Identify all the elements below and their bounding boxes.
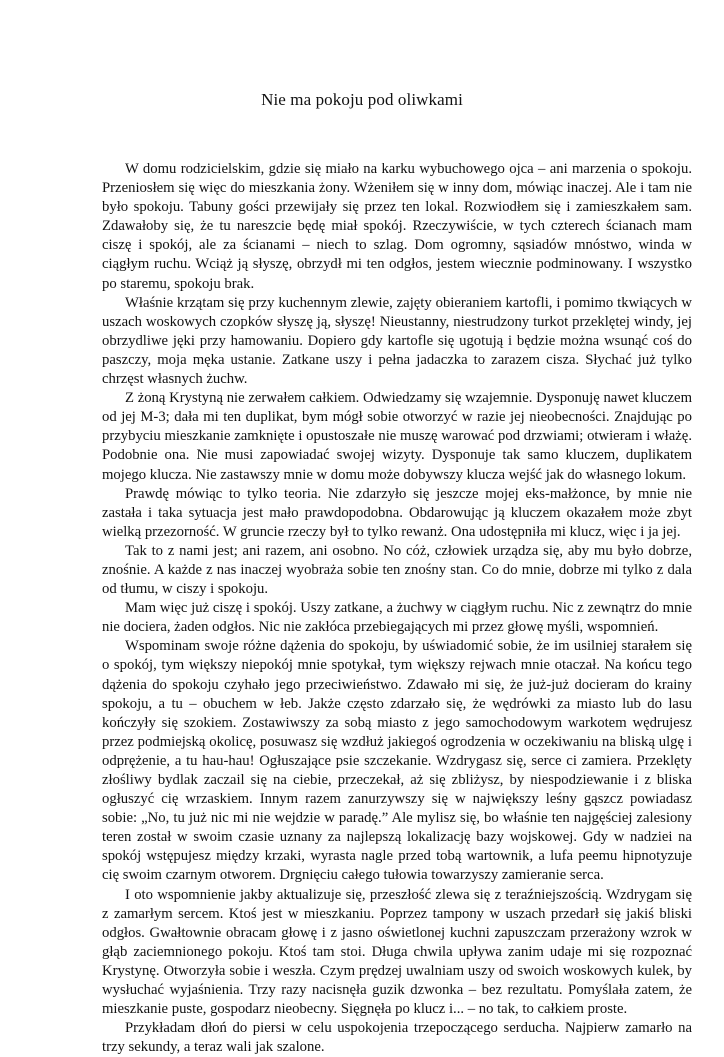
document-body bbox=[102, 160, 692, 1057]
paragraph: Tak to z nami jest; ani razem, ani osobno. No cóż, człowiek urządza się, aby mu było dobrze, znośnie. A każde z nas inaczej wyobraża sobie ten znośny stan. Co do mnie, dobrze mi tylko z dala od tłumu, w ciszy i spokoju. bbox=[102, 542, 692, 598]
paragraph: Prawdę mówiąc to tylko teoria. Nie zdarzyło się jeszcze mojej eks-małżonce, by mnie nie zastała i taka sytuacja jest mało prawdopodobna. Obdarowując ją kluczem okazałem może zbyt wielką przezorność. W gruncie rzeczy był to tylko rewanż. Ona udostępniła mi klucz, więc i ja jej. bbox=[102, 485, 692, 540]
paragraph: Przykładam dłoń do piersi w celu uspokojenia trzepoczącego serducha. Najpierw zamarło na trzy sekundy, a teraz wali jak szalone. bbox=[102, 1020, 692, 1056]
paragraph: Z żoną Krystyną nie zerwałem całkiem. Odwiedzamy się wzajemnie. Dysponuję nawet kluczem od jej M-3; dała mi ten duplikat, bym mógł sobie otworzyć w razie jej nieobecności. Znajdując po przybyciu mieszkanie zamknięte i opustoszałe nie muszę warować pod drzwiami; otwieram i włażę. Podobnie ona. Nie musi zapowiadać swojej wizyty. Dysponuje tak samo kluczem, duplikatem mojego klucza. Nie zastawszy mnie w domu może dobywszy klucza wejść jak do własnego lokum. bbox=[102, 390, 692, 483]
paragraph: Wspominam swoje różne dążenia do spokoju, by uświadomić sobie, że im usilniej starałem się o spokój, tym większy niepokój mnie spotykał, tym większy rejwach mnie otaczał. Na końcu tego dążenia do spokoju czyhało jego przeciwieństwo. Zdawało mi się, że już-już docieram do krainy spokoju, a tu – obuchem w łeb. Jakże często zdarzało się, że wędrówki za miasto lub do lasu kończyły się szokiem. Zostawiwszy za sobą miasto z jego samochodowym warkotem wędrujesz przez podmiejską okolicę, posuwasz się wzdłuż jakiegoś ogrodzenia w oczekiwaniu na bliską ulgę i odprężenie, a tu hau-hau! Ogłuszające psie szczekanie. Wzdrygasz się, serce ci zamiera. Przeklęty złośliwy bydlak zaczail się na ciebie, przeczekał, aż się zbliżysz, by niespodziewanie i z bliska ogłuszyć cię wrzaskiem. Innym razem zanurzywszy się w największy leśny gąszcz powiadasz sobie: „No, tu już nic mi nie wejdzie w paradę.” Ale mylisz się, bo właśnie ten najgęściej zalesiony teren został w swoim czasie uznany za najlepszą lokalizację bazy wojskowej. Gdy w nadziei na spokój wstępujesz między krzaki, wyrasta nagle przed tobą wartownik, a lufa peemu hipnotyzuje cię swoim czarnym otworem. Drgnięciu całego tułowia towarzyszy zamieranie serca. bbox=[102, 638, 692, 884]
paragraph: Mam więc już ciszę i spokój. Uszy zatkane, a żuchwy w ciągłym ruchu. Nic z zewnątrz do mnie nie dociera, żaden odgłos. Nic nie zakłóca przebiegających mi przez głowę myśli, wspomnień. bbox=[102, 600, 692, 636]
paragraph: W domu rodzicielskim, gdzie się miało na karku wybuchowego ojca – ani marzenia o spokoju. Przeniosłem się więc do mieszkania żony. Wżeniłem się w inny dom, mówiąc inaczej. Ale i tam nie było spokoju. Tabuny gości przewijały się przez ten lokal. Rozwiodłem się i zamieszkałem sam. Zdawałoby się, że tu nareszcie będę miał spokój. Rzeczywiście, w tych czterech ścianach mam ciszę i spokój, ale za ścianami – niech to szlag. Dom ogromny, sąsiadów mnóstwo, winda w ciągłym ruchu. Wciąż ją słyszę, obrzydł mi ten odgłos, jestem wiecznie podminowany. I wszystko po staremu, spokoju brak. bbox=[102, 161, 692, 292]
document-title: Nie ma pokoju pod oliwkami bbox=[261, 90, 463, 109]
paragraph: Właśnie krzątam się przy kuchennym zlewie, zajęty obieraniem kartofli, i pomimo tkwiących w uszach woskowych czopków słyszę ją, słyszę! Nieustanny, niestrudzony turkot przeklętej windy, jej obrzydliwe jęki przy hamowaniu. Dopiero gdy kartofle się ugotują i będzie można wsunąć coś do paszczy, moja męka ustanie. Zatkane uszy i pełna jadaczka to zarazem cisza. Słychać już tylko chrzęst własnych żuchw. bbox=[102, 294, 692, 388]
paragraph: I oto wspomnienie jakby aktualizuje się, przeszłość zlewa się z teraźniejszością. Wzdrygam się z zamarłym sercem. Ktoś jest w mieszkaniu. Poprzez tampony w uszach przedarł się jakiś bliski odgłos. Gwałtownie obracam głowę i z jasno oświetlonej kuchni zapuszczam przerażony wzrok w głąb zaciemnionego pokoju. Ktoś tam stoi. Długa chwila upływa zanim udaje mi się rozpoznać Krystynę. Otworzyła sobie i weszła. Czym prędzej uwalniam uszy od swoich woskowych kulek, by wysłuchać wyjaśnienia. Trzy razy nacisnęła guzik dzwonka – bez rezultatu. Pomyślała zatem, że mieszkanie puste, gospodarz nieobecny. Sięgnęła po klucz i... – no tak, to całkiem proste. bbox=[102, 886, 692, 1018]
